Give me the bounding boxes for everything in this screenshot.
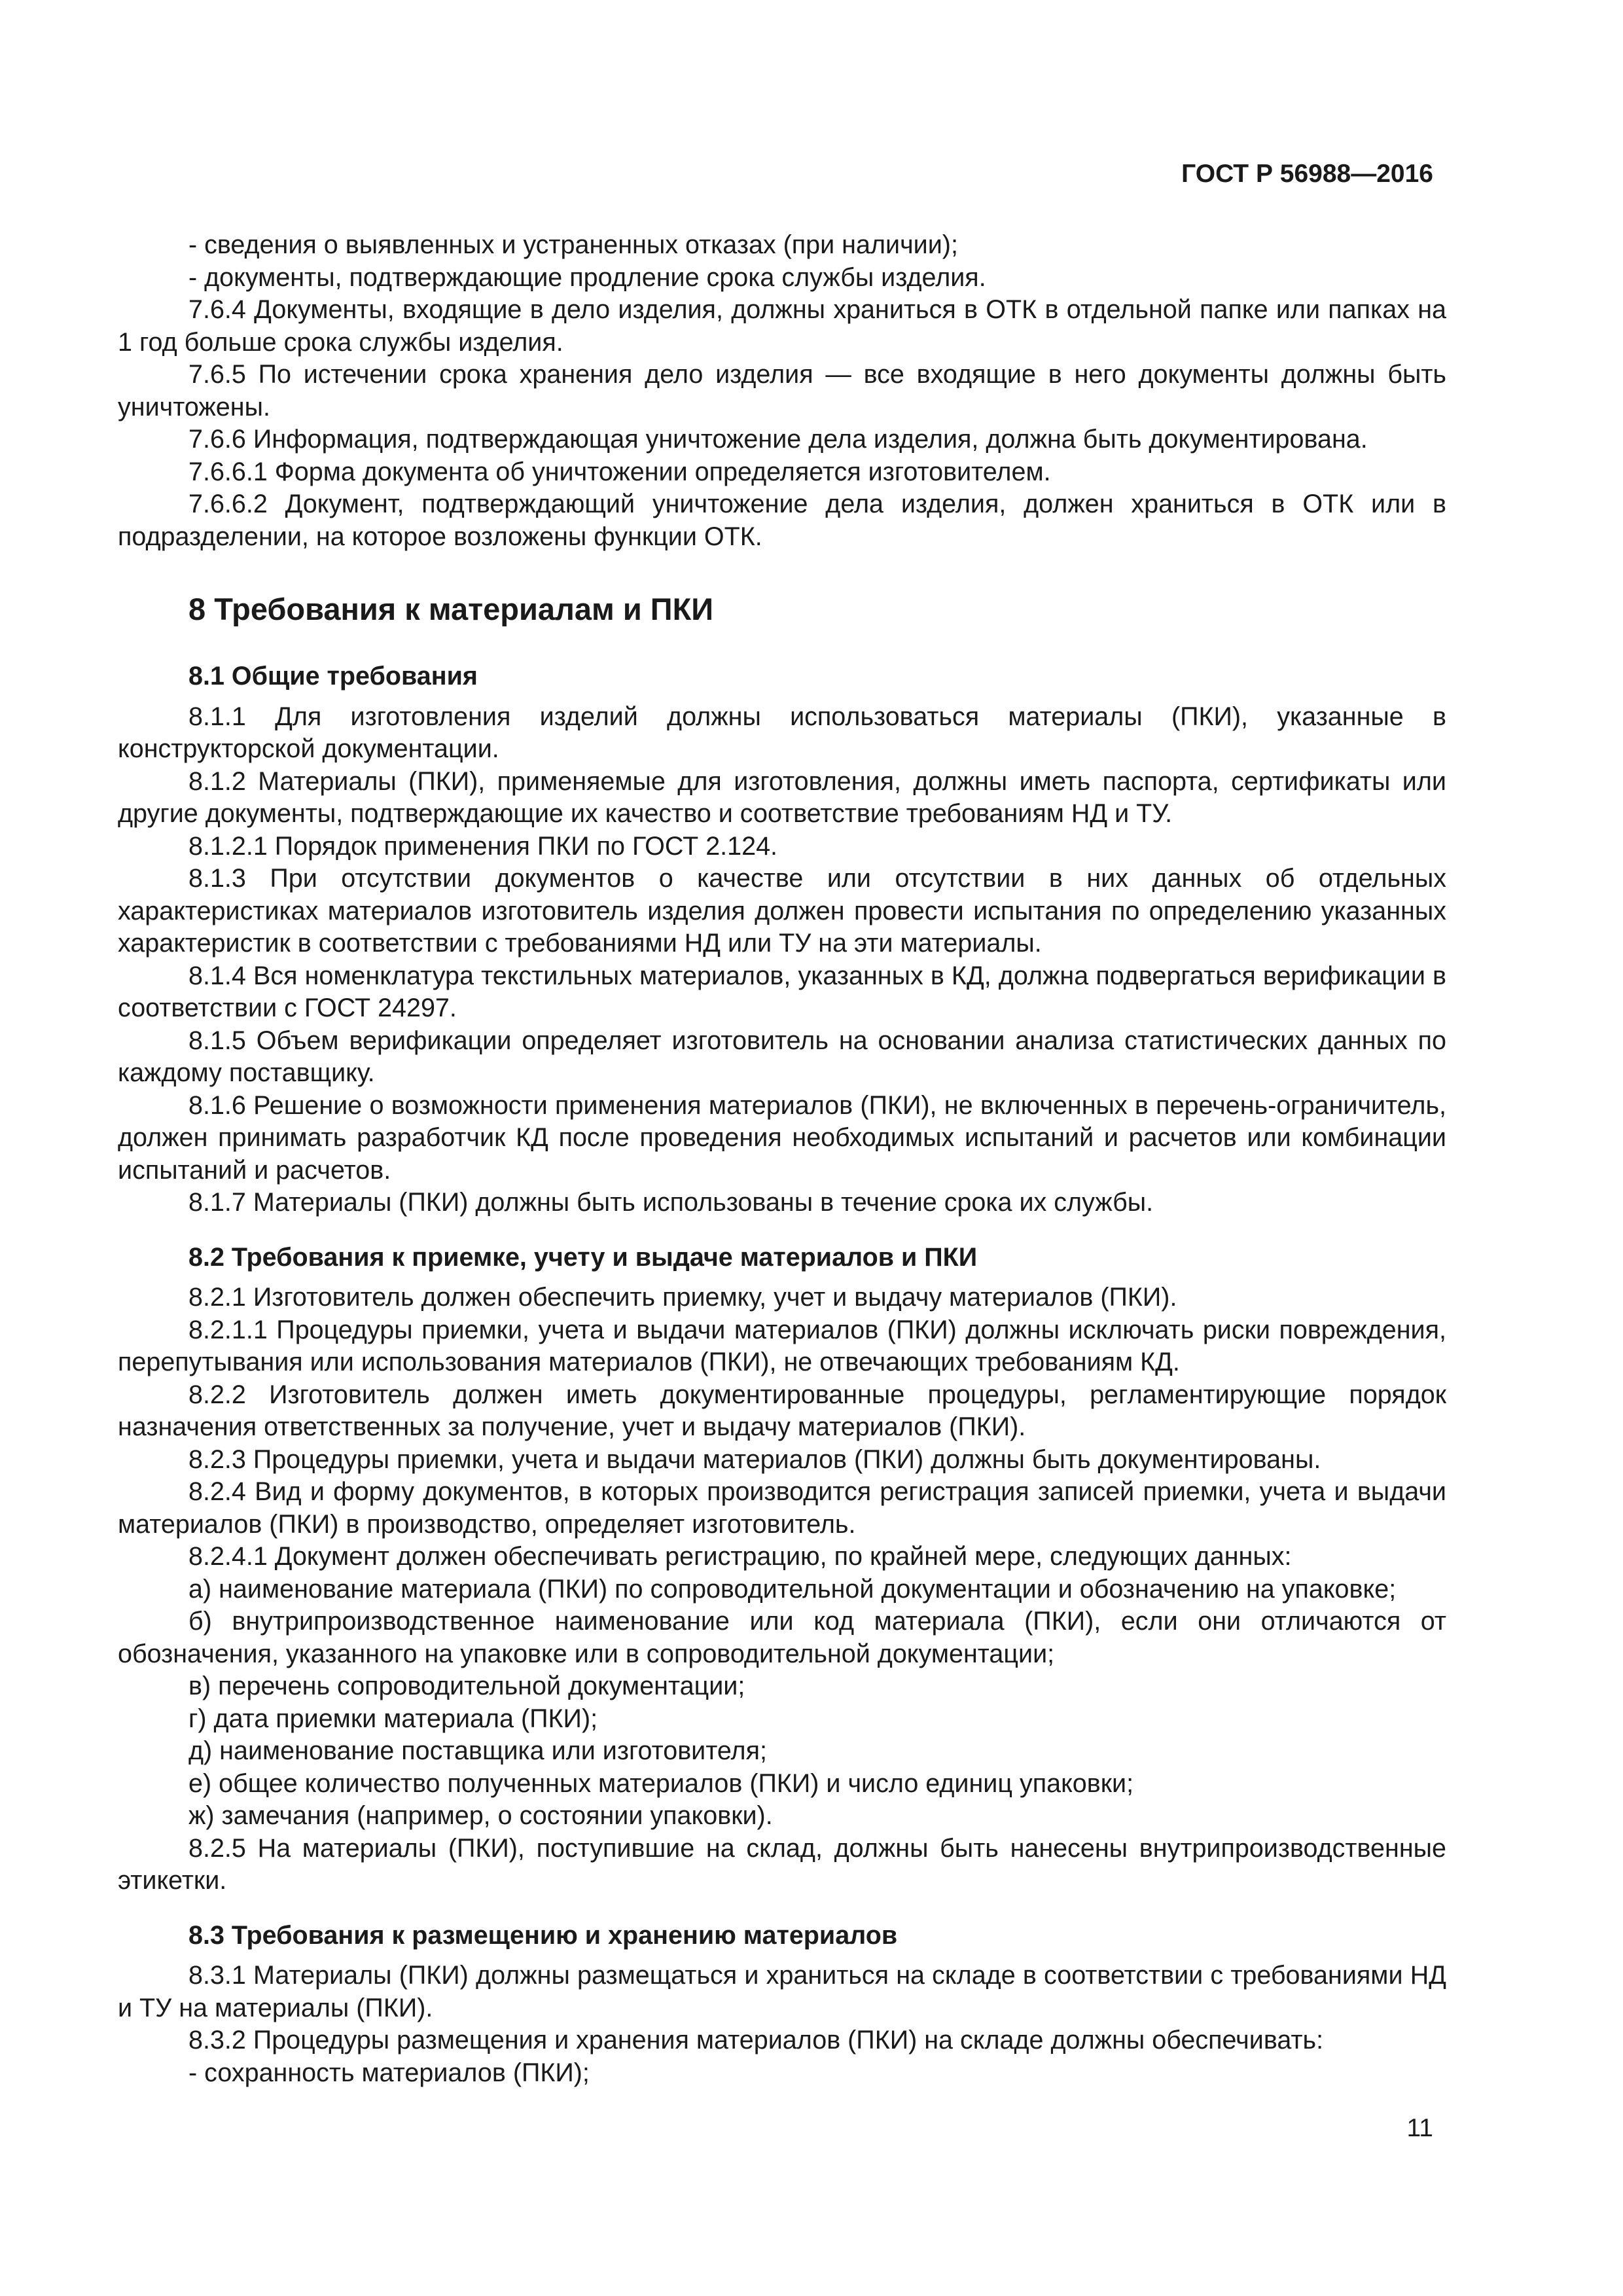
paragraph: 8.1.5 Объем верификации определяет изготовитель на основании анализа статистических данных по каждому поставщику. (118, 1026, 1446, 1087)
paragraph: ж) замечания (например, о состоянии упаковки). (188, 1801, 773, 1830)
paragraph: 8.2.2 Изготовитель должен иметь документированные процедуры, регламентирующие порядок назначения ответственных за получение, учет и выдачу материалов (ПКИ). (118, 1380, 1446, 1441)
paragraph: е) общее количество полученных материалов (ПКИ) и число единиц упаковки; (188, 1768, 1134, 1798)
paragraph: 8.2.4.1 Документ должен обеспечивать регистрацию, по крайней мере, следующих данных: (188, 1542, 1292, 1571)
paragraph: 8.1.7 Материалы (ПКИ) должны быть использованы в течение срока их службы. (188, 1188, 1154, 1217)
paragraph: 8.1.6 Решение о возможности применения материалов (ПКИ), не включенных в перечень-ограничитель, должен принимать разработчик КД после проведения необходимых испытаний и расчетов или комбинации испытаний и расчетов. (118, 1090, 1446, 1185)
section-heading: 8 Требования к материалам и ПКИ (188, 592, 714, 626)
paragraph: - сохранность материалов (ПКИ); (188, 2058, 590, 2087)
paragraph: 8.1.4 Вся номенклатура текстильных материалов, указанных в КД, должна подвергаться верификации в соответствии с ГОСТ 24297. (118, 961, 1446, 1022)
paragraph: в) перечень сопроводительной документации; (188, 1672, 745, 1700)
paragraph: 7.6.6.1 Форма документа об уничтожении определяется изготовителем. (188, 457, 1051, 486)
paragraph: 7.6.6.2 Документ, подтверждающий уничтожение дела изделия, должен храниться в ОТК или в подразделении, на которое возложены функции ОТК. (118, 490, 1446, 551)
subsection-heading: 8.2 Требования к приемке, учету и выдаче материалов и ПКИ (188, 1242, 978, 1272)
paragraph: 8.1.2.1 Порядок применения ПКИ по ГОСТ 2.124. (188, 831, 778, 861)
paragraph: 7.6.6 Информация, подтверждающая уничтожение дела изделия, должна быть документирована. (188, 425, 1368, 454)
paragraph: 8.1.2 Материалы (ПКИ), применяемые для изготовления, должны иметь паспорта, сертификаты или другие документы, подтверждающие их качество и соответствие требованиям НД и ТУ. (118, 766, 1446, 828)
subsection-heading: 8.3 Требования к размещению и хранению материалов (188, 1920, 898, 1950)
paragraph: - сведения о выявленных и устраненных отказах (при наличии); (188, 230, 958, 259)
paragraph: 8.1.3 При отсутствии документов о качестве или отсутствии в них данных об отдельных характеристиках материалов изготовитель изделия должен провести испытания по определению указанных характеристик в соответствии с требованиями НД или ТУ на эти материалы. (118, 864, 1446, 958)
paragraph: г) дата приемки материала (ПКИ); (188, 1704, 598, 1733)
document-body (118, 229, 1446, 2089)
paragraph: 7.6.5 По истечении срока хранения дело изделия — все входящие в него документы должны быть уничтожены. (118, 360, 1446, 422)
paragraph: 8.2.4 Вид и форму документов, в которых производится регистрация записей приемки, учета и выдачи материалов (ПКИ) в производство, определяет изготовитель. (118, 1477, 1446, 1539)
paragraph: 8.2.1 Изготовитель должен обеспечить приемку, учет и выдачу материалов (ПКИ). (188, 1283, 1177, 1312)
paragraph: 8.2.1.1 Процедуры приемки, учета и выдачи материалов (ПКИ) должны исключать риски повреждения, перепутывания или использования материалов (ПКИ), не отвечающих требованиям КД. (118, 1315, 1446, 1376)
paragraph: а) наименование материала (ПКИ) по сопроводительной документации и обозначению на упаковке; (188, 1574, 1397, 1604)
page-number: 11 (1406, 2114, 1433, 2142)
paragraph: 8.2.3 Процедуры приемки, учета и выдачи материалов (ПКИ) должны быть документированы. (188, 1444, 1321, 1474)
subsection-heading: 8.1 Общие требования (188, 662, 478, 691)
paragraph: 8.3.1 Материалы (ПКИ) должны размещаться и храниться на складе в соответствии с требованиями НД и ТУ на материалы (ПКИ). (118, 1961, 1446, 2022)
paragraph: 8.1.1 Для изготовления изделий должны использоваться материалы (ПКИ), указанные в конструкторской документации. (118, 702, 1446, 763)
document-header-id: ГОСТ Р 56988—2016 (1181, 160, 1433, 188)
paragraph: д) наименование поставщика или изготовителя; (188, 1736, 767, 1765)
paragraph: 8.2.5 На материалы (ПКИ), поступившие на склад, должны быть нанесены внутрипроизводственные этикетки. (118, 1833, 1446, 1895)
paragraph: б) внутрипроизводственное наименование или код материала (ПКИ), если они отличаются от обозначения, указанного на упаковке или в сопроводительной документации; (118, 1607, 1446, 1668)
paragraph: 7.6.4 Документы, входящие в дело изделия, должны храниться в ОТК в отдельной папке или папках на 1 год больше срока службы изделия. (118, 295, 1446, 357)
paragraph: 8.3.2 Процедуры размещения и хранения материалов (ПКИ) на складе должны обеспечивать: (188, 2026, 1324, 2054)
paragraph: - документы, подтверждающие продление срока службы изделия. (188, 262, 986, 292)
